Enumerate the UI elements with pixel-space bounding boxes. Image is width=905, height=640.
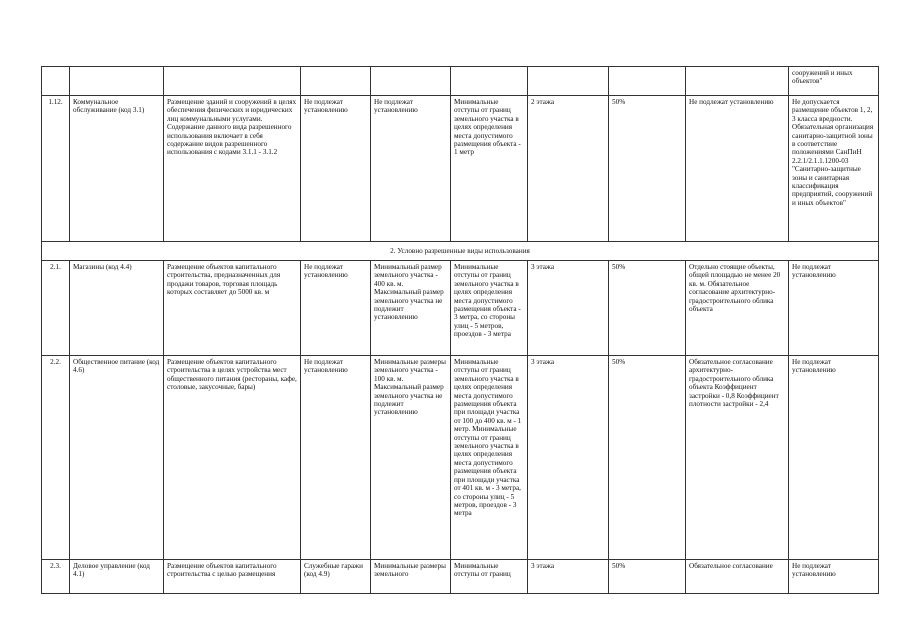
use-description: Размещение объектов капитального строительства с целью размещения	[164, 560, 301, 594]
auxiliary-use: Не подлежат установлению	[301, 356, 371, 560]
auxiliary-use: Служебные гаражи (код 4.9)	[301, 560, 371, 594]
other-parameters: Отдельно стоящие объекты, общей площадью не менее 20 кв. м. Обязательное согласование архитектурно-градостроительного облика объекта	[686, 261, 789, 356]
page-bottom-margin	[0, 606, 905, 640]
max-floors: 3 этажа	[528, 261, 609, 356]
row-number: 2.1.	[42, 261, 70, 356]
use-description: Размещение зданий и сооружений в целях обеспечения физических и юридических лиц коммунальными услугами. Содержание данного вида разрешенного использования включает в себя содержание видов разрешенного использования с кодами 3.1.1 - 3.1.2	[164, 96, 301, 242]
table-row	[42, 261, 879, 356]
zoning-regulations-table	[41, 66, 879, 594]
table-row	[42, 67, 879, 96]
coverage-percent: 50%	[609, 356, 686, 560]
plot-size: Минимальные размеры земельного участка - 100 кв. м. Максимальный размер земельного участка не подлежит установлению	[371, 356, 451, 560]
plot-size: Минимальный размер земельного участка - 400 кв. м. Максимальный размер земельного участка не подлежит установлению	[371, 261, 451, 356]
restrictions: Не подлежат установлению	[789, 560, 879, 594]
table-cell	[70, 67, 164, 96]
table-cell	[301, 67, 371, 96]
max-floors: 2 этажа	[528, 96, 609, 242]
table-row	[42, 356, 879, 560]
plot-size: Минимальные размеры земельного	[371, 560, 451, 594]
table-cell	[686, 67, 789, 96]
table-row	[42, 96, 879, 242]
auxiliary-use: Не подлежат установлению	[301, 96, 371, 242]
coverage-percent: 50%	[609, 560, 686, 594]
max-floors: 3 этажа	[528, 356, 609, 560]
table-cell	[42, 67, 70, 96]
other-parameters: Не подлежат установлению	[686, 96, 789, 242]
table-cell	[528, 67, 609, 96]
row-number: 2.2.	[42, 356, 70, 560]
restrictions: Не допускается размещение объектов 1, 2, 3 класса вредности. Обязательная организация санитарно-защитной зоны в соответствие положениями СанПиН 2.2.1/2.1.1.1200-03 "Санитарно-защитные зоны и санитарная классификация предприятий, сооружений и иных объектов"	[789, 96, 879, 242]
row-number: 1.12.	[42, 96, 70, 242]
table-row	[42, 560, 879, 594]
table-cell	[609, 67, 686, 96]
other-parameters: Обязательное согласование	[686, 560, 789, 594]
auxiliary-use: Не подлежат установлению	[301, 261, 371, 356]
setbacks: Минимальные отступы от границ земельного участка в целях определения места допустимого размещения объекта - 1 метр	[451, 96, 528, 242]
use-name: Общественное питание (код 4.6)	[70, 356, 164, 560]
use-description: Размещение объектов капитального строительства в целях устройства мест общественного питания (рестораны, кафе, столовые, закусочные, бары)	[164, 356, 301, 560]
table-cell	[451, 67, 528, 96]
table-cell	[371, 67, 451, 96]
section-title: 2. Условно разрешенные виды использования	[42, 242, 879, 261]
coverage-percent: 50%	[609, 96, 686, 242]
plot-size: Не подлежат установлению	[371, 96, 451, 242]
use-name: Деловое управление (код 4.1)	[70, 560, 164, 594]
use-name: Магазины (код 4.4)	[70, 261, 164, 356]
section-header-row	[42, 242, 879, 261]
max-floors: 3 этажа	[528, 560, 609, 594]
table-cell	[164, 67, 301, 96]
other-parameters: Обязательное согласование архитектурно-градостроительного облика объекта Коэффициент застройки - 0,8 Коэффициент плотности застройки - 2,4	[686, 356, 789, 560]
table-cell: сооружений и иных объектов"	[789, 67, 879, 96]
restrictions: Не подлежат установлению	[789, 356, 879, 560]
use-name: Коммунальное обслуживание (код 3.1)	[70, 96, 164, 242]
setbacks: Минимальные отступы от границ	[451, 560, 528, 594]
use-description: Размещение объектов капитального строительства, предназначенных для продажи товаров, торговая площадь которых составляет до 5000 кв. м	[164, 261, 301, 356]
setbacks: Минимальные отступы от границ земельного участка в целях определения места допустимого размещения объекта - 3 метра, со стороны улиц - 5 метров, проездов - 3 метра	[451, 261, 528, 356]
coverage-percent: 50%	[609, 261, 686, 356]
row-number: 2.3.	[42, 560, 70, 594]
restrictions: Не подлежат установлению	[789, 261, 879, 356]
setbacks: Минимальные отступы от границ земельного участка в целях определения места допустимого размещения объекта при площади участка от 100 до 400 кв. м - 1 метр. Минимальные отступы от границ земельного участка в целях определения места допустимого размещения объекта при площади участка от 401 кв. м - 3 метра, со стороны улиц - 5 метров, проездов - 3 метра	[451, 356, 528, 560]
